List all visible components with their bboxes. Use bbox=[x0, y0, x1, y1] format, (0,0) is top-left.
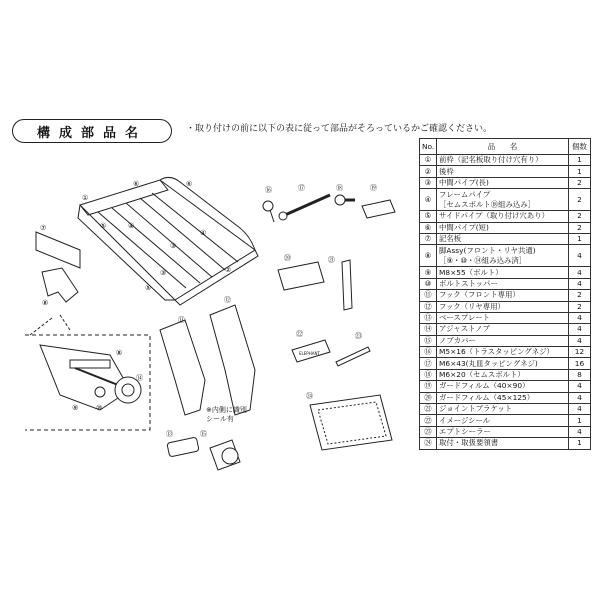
label-15: ⑮ bbox=[200, 430, 207, 438]
hook-rear bbox=[210, 305, 255, 415]
row-part-name: ガードフィルム（45×125） bbox=[437, 392, 569, 403]
row-quantity: 8 bbox=[569, 369, 591, 380]
row-part-name: 記名板 bbox=[437, 233, 569, 244]
row-part-name: エプトシーラー bbox=[437, 426, 569, 437]
row-number: ⑲ bbox=[420, 381, 437, 392]
label-13: ⑬ bbox=[166, 430, 173, 438]
row-number: ⑩ bbox=[420, 278, 437, 289]
row-part-name: M6×43(丸皿タッピングネジ) bbox=[437, 358, 569, 369]
row-part-name: 中間パイプ(長) bbox=[437, 177, 569, 188]
row-quantity: 1 bbox=[569, 166, 591, 177]
name-plate bbox=[36, 232, 80, 268]
row-part-name-line2: ［セムスボルト⑱組み込み］ bbox=[439, 199, 536, 209]
hook-note-line2: シール有 bbox=[206, 415, 234, 423]
table-row bbox=[420, 278, 591, 289]
row-number: ⑰ bbox=[420, 358, 437, 369]
row-number: ⑭ bbox=[420, 324, 437, 335]
row-part-name: 後枠 bbox=[437, 166, 569, 177]
row-number: ① bbox=[420, 155, 437, 166]
label-20: ⑳ bbox=[284, 254, 291, 262]
table-row bbox=[420, 312, 591, 323]
table-row bbox=[420, 358, 591, 369]
row-quantity: 1 bbox=[569, 438, 591, 449]
label-3a: ③ bbox=[170, 242, 177, 250]
roof-rack-frame bbox=[78, 177, 258, 305]
leg-assy bbox=[42, 268, 78, 302]
row-quantity: 1 bbox=[569, 415, 591, 426]
notice-text: ・取り付けの前に以下の表に従って部品がそろっているかご確認ください。 bbox=[186, 124, 493, 134]
row-quantity: 12 bbox=[569, 347, 591, 358]
table-row bbox=[420, 211, 591, 222]
table-row bbox=[420, 347, 591, 358]
table-row bbox=[420, 381, 591, 392]
row-number: ⑳ bbox=[420, 392, 437, 403]
label-9: ⑨ bbox=[72, 404, 79, 412]
row-number: ⑬ bbox=[420, 312, 437, 323]
label-14: ⑭ bbox=[136, 374, 143, 382]
row-part-name: 前枠（記名板取り付け穴有り） bbox=[437, 155, 569, 166]
row-part-name bbox=[437, 245, 569, 267]
row-quantity: 16 bbox=[569, 358, 591, 369]
label-18: ⑱ bbox=[336, 184, 343, 192]
row-part-name-line2: ［⑨・⑩・⑭組み込み済］ bbox=[439, 255, 527, 265]
row-part-name: M8×55（ボルト） bbox=[437, 267, 569, 278]
table-row bbox=[420, 369, 591, 380]
row-quantity: 2 bbox=[569, 222, 591, 233]
section-title: 構成部品名 bbox=[12, 119, 172, 143]
row-quantity: 4 bbox=[569, 267, 591, 278]
row-number: ㉔ bbox=[420, 438, 437, 449]
label-4b: ④ bbox=[200, 229, 207, 237]
row-part-name: サイドパイプ（取り付け穴あり） bbox=[437, 211, 569, 222]
hook-front bbox=[160, 320, 205, 415]
leg-detail bbox=[25, 315, 150, 430]
table-row bbox=[420, 245, 591, 267]
row-number: ⑮ bbox=[420, 335, 437, 346]
label-1: ① bbox=[82, 194, 89, 202]
screws bbox=[263, 195, 355, 222]
label-16: ⑯ bbox=[265, 186, 272, 194]
label-8b: ⑧ bbox=[116, 349, 123, 357]
table-row bbox=[420, 324, 591, 335]
label-10: ⑩ bbox=[96, 404, 103, 412]
row-quantity: 4 bbox=[569, 324, 591, 335]
row-part-name: フック（リヤ専用） bbox=[437, 301, 569, 312]
row-part-name: M5×16（トラスタッピングネジ） bbox=[437, 347, 569, 358]
row-number: ⑫ bbox=[420, 301, 437, 312]
row-quantity: 4 bbox=[569, 392, 591, 403]
row-quantity: 4 bbox=[569, 245, 591, 267]
label-8a: ⑧ bbox=[42, 299, 49, 307]
label-2: ② bbox=[225, 266, 232, 274]
table-row bbox=[420, 290, 591, 301]
row-number: ③ bbox=[420, 177, 437, 188]
label-23: ㉓ bbox=[355, 332, 362, 340]
row-quantity: 4 bbox=[569, 404, 591, 415]
table-row bbox=[420, 392, 591, 403]
row-part-name-line1: フレームパイプ bbox=[439, 189, 491, 199]
label-19: ⑲ bbox=[370, 184, 377, 192]
parts-table-body bbox=[420, 155, 591, 450]
label-5b: ⑤ bbox=[145, 284, 152, 292]
row-part-name: アジャストノブ bbox=[437, 324, 569, 335]
row-quantity: 2 bbox=[569, 177, 591, 188]
table-row bbox=[420, 166, 591, 177]
label-4a: ④ bbox=[128, 222, 135, 230]
label-11: ⑪ bbox=[178, 316, 185, 324]
row-part-name: 中間パイプ(短) bbox=[437, 222, 569, 233]
row-part-name: ノブカバー bbox=[437, 335, 569, 346]
epto-sealer bbox=[336, 347, 370, 366]
row-number: ⑯ bbox=[420, 347, 437, 358]
table-row bbox=[420, 335, 591, 346]
parts-table bbox=[419, 138, 591, 450]
row-quantity: 4 bbox=[569, 381, 591, 392]
table-row bbox=[420, 267, 591, 278]
base-plate bbox=[167, 437, 199, 457]
row-part-name: イメージシール bbox=[437, 415, 569, 426]
row-part-name: ジョイントブラケット bbox=[437, 404, 569, 415]
row-number: ⑦ bbox=[420, 233, 437, 244]
label-17: ⑰ bbox=[298, 184, 305, 192]
header-no: No. bbox=[420, 139, 437, 155]
joint-bracket bbox=[342, 260, 352, 310]
row-number: ⑪ bbox=[420, 290, 437, 301]
label-24: ㉔ bbox=[306, 392, 313, 400]
row-part-name: ガードフィルム（40×90） bbox=[437, 381, 569, 392]
table-row bbox=[420, 415, 591, 426]
label-22: ㉒ bbox=[296, 330, 303, 338]
row-number: ⑨ bbox=[420, 267, 437, 278]
table-row bbox=[420, 189, 591, 211]
row-quantity: 4 bbox=[569, 278, 591, 289]
row-quantity: 4 bbox=[569, 312, 591, 323]
row-part-name: M6×20（セムスボルト） bbox=[437, 369, 569, 380]
guard-film-large bbox=[278, 262, 324, 290]
guard-film-small bbox=[362, 200, 395, 218]
row-quantity: 2 bbox=[569, 211, 591, 222]
label-7: ⑦ bbox=[40, 224, 47, 232]
row-quantity: 2 bbox=[569, 290, 591, 301]
row-number: ⑥ bbox=[420, 222, 437, 233]
header-name: 品 名 bbox=[437, 139, 569, 155]
row-number: ⑧ bbox=[420, 245, 437, 267]
row-part-name bbox=[437, 189, 569, 211]
label-21: ㉑ bbox=[328, 256, 335, 264]
row-quantity: 4 bbox=[569, 426, 591, 437]
label-12: ⑫ bbox=[224, 296, 231, 304]
row-number: ② bbox=[420, 166, 437, 177]
table-row bbox=[420, 438, 591, 449]
row-number: ⑱ bbox=[420, 369, 437, 380]
label-6b: ⑥ bbox=[186, 180, 193, 188]
row-number: ㉑ bbox=[420, 404, 437, 415]
row-quantity: 1 bbox=[569, 233, 591, 244]
label-5a: ⑤ bbox=[100, 222, 107, 230]
row-number: ㉓ bbox=[420, 426, 437, 437]
row-part-name: ベースプレート bbox=[437, 312, 569, 323]
table-row bbox=[420, 426, 591, 437]
table-row bbox=[420, 233, 591, 244]
manual bbox=[310, 395, 392, 450]
hook-note bbox=[206, 406, 247, 424]
row-part-name-line1: 脚Assy(フロント・リヤ共通) bbox=[439, 245, 536, 255]
table-row bbox=[420, 404, 591, 415]
row-quantity: 2 bbox=[569, 301, 591, 312]
row-part-name: フック（フロント専用） bbox=[437, 290, 569, 301]
row-number: ⑤ bbox=[420, 211, 437, 222]
row-quantity: 2 bbox=[569, 189, 591, 211]
table-row bbox=[420, 301, 591, 312]
label-6a: ⑥ bbox=[133, 180, 140, 188]
table-header-row bbox=[420, 139, 591, 155]
label-3b: ③ bbox=[160, 269, 167, 277]
table-row bbox=[420, 177, 591, 188]
row-quantity: 4 bbox=[569, 335, 591, 346]
table-row bbox=[420, 222, 591, 233]
row-quantity: 1 bbox=[569, 155, 591, 166]
sticker-text: ELEPHANT bbox=[299, 351, 320, 356]
row-part-name: ボルトストッパー bbox=[437, 278, 569, 289]
row-number: ④ bbox=[420, 189, 437, 211]
header-qty: 個数 bbox=[569, 139, 591, 155]
row-part-name: 取付・取扱要領書 bbox=[437, 438, 569, 449]
row-number: ㉒ bbox=[420, 415, 437, 426]
table-row bbox=[420, 155, 591, 166]
hook-note-line1: ※内側に識別 bbox=[206, 406, 247, 414]
